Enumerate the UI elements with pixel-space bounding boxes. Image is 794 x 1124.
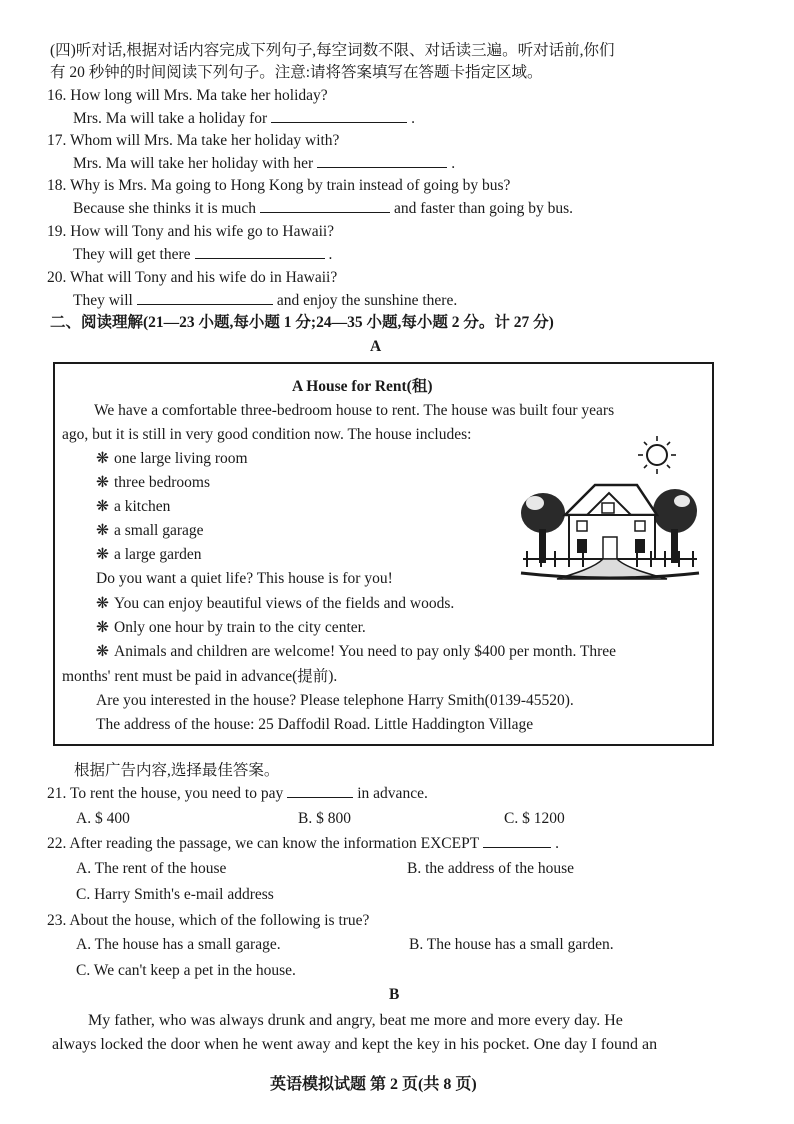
answer-18-blank [260, 198, 390, 213]
part-a-label: A [370, 338, 382, 355]
answer-19-blank [195, 244, 325, 259]
question-18: 18. Why is Mrs. Ma going to Hong Kong by train instead of going by bus? [47, 177, 511, 194]
question-22 [47, 833, 559, 855]
listening-intro-line2: 有 20 秒钟的时间阅读下列句子。注意:请将答案填写在答题卡指定区域。 [50, 64, 543, 81]
ad-room-item [96, 544, 202, 566]
answer-16 [73, 108, 415, 130]
ad-room-item [96, 448, 248, 470]
answer-19-end: . [328, 246, 333, 263]
house-illustration [517, 433, 702, 583]
answer-18 [73, 198, 573, 220]
part-b-line1: My father, who was always drunk and angry, beat me more and more every day. He [88, 1012, 623, 1029]
answer-16-end: . [411, 110, 416, 127]
question-21-stem: 21. To rent the house, you need to pay [47, 785, 284, 802]
question-22-end: . [555, 835, 560, 852]
answer-20-blank [137, 290, 273, 305]
answer-19-text: They will get there [73, 246, 191, 263]
answer-20 [73, 290, 457, 312]
option-21c: C. $ 1200 [504, 810, 565, 827]
option-22b: B. the address of the house [407, 860, 575, 877]
question-19: 19. How will Tony and his wife go to Hawaii? [47, 223, 335, 240]
question-17: 17. Whom will Mrs. Ma take her holiday with? [47, 132, 340, 149]
ad-quiet: Do you want a quiet life? This house is for you! [96, 570, 393, 587]
question-21-blank [287, 783, 353, 798]
reading-instruction: 根据广告内容,选择最佳答案。 [74, 762, 280, 779]
listening-intro-line1: (四)听对话,根据对话内容完成下列句子,每空词数不限、对话读三遍。听对话前,你们 [50, 42, 615, 59]
option-22c: C. Harry Smith's e-mail address [76, 886, 274, 903]
question-23: 23. About the house, which of the following is true? [47, 912, 370, 929]
option-21a: A. $ 400 [76, 810, 130, 827]
ad-animals-line1 [96, 641, 616, 663]
question-22-blank [483, 833, 551, 848]
asterisk-icon: ❋ [96, 595, 109, 612]
option-23a: A. The house has a small garage. [76, 936, 281, 953]
reading-section-title: 二、阅读理解(21—23 小题,每小题 1 分;24—35 小题,每小题 2 分。计 27 分) [50, 314, 554, 331]
ad-p1-line2: ago, but it is still in very good condition now. The house includes: [62, 426, 472, 443]
ad-views-text: You can enjoy beautiful views of the fields and woods. [114, 595, 455, 612]
ad-room-label: a small garage [114, 522, 204, 539]
page-footer: 英语模拟试题 第 2 页(共 8 页) [270, 1076, 477, 1093]
question-22-stem: 22. After reading the passage, we can know the information EXCEPT [47, 835, 480, 852]
ad-room-label: one large living room [114, 450, 248, 467]
answer-18-end: and faster than going by bus. [393, 200, 574, 217]
ad-address: The address of the house: 25 Daffodil Road. Little Haddington Village [96, 716, 534, 733]
ad-p1-line1: We have a comfortable three-bedroom house to rent. The house was built four years [94, 402, 615, 419]
part-b-label: B [389, 986, 400, 1003]
part-b-line2: always locked the door when he went away and kept the key in his pocket. One day I found an [52, 1036, 658, 1053]
question-21 [47, 783, 428, 805]
ad-title: A House for Rent(租) [292, 378, 433, 395]
asterisk-icon: ❋ [96, 474, 109, 491]
answer-17 [73, 153, 455, 175]
asterisk-icon: ❋ [96, 450, 109, 467]
question-20: 20. What will Tony and his wife do in Hawaii? [47, 269, 338, 286]
answer-20-text: They will [73, 292, 133, 309]
ad-room-item [96, 520, 204, 542]
answer-19 [73, 244, 332, 266]
ad-room-label: a kitchen [114, 498, 171, 515]
ad-phone: Are you interested in the house? Please telephone Harry Smith(0139-45520). [96, 692, 574, 709]
asterisk-icon: ❋ [96, 522, 109, 539]
answer-17-text: Mrs. Ma will take her holiday with her [73, 155, 314, 172]
house-icon [565, 485, 657, 559]
asterisk-icon: ❋ [96, 498, 109, 515]
answer-17-blank [317, 153, 447, 168]
answer-16-blank [271, 108, 407, 123]
question-21-end: in advance. [357, 785, 428, 802]
ad-room-label: three bedrooms [114, 474, 210, 491]
answer-17-end: . [451, 155, 456, 172]
tree-right-icon [653, 489, 697, 563]
asterisk-icon: ❋ [96, 643, 109, 660]
ad-train-text: Only one hour by train to the city center. [114, 619, 366, 636]
ad-room-label: a large garden [114, 546, 202, 563]
ad-room-item [96, 472, 210, 494]
ad-animals-line2: months' rent must be paid in advance(提前). [62, 668, 338, 685]
option-21b: B. $ 800 [298, 810, 351, 827]
option-22a: A. The rent of the house [76, 860, 227, 877]
asterisk-icon: ❋ [96, 619, 109, 636]
ad-views [96, 593, 454, 615]
option-23b: B. The house has a small garden. [409, 936, 614, 953]
ad-room-item [96, 496, 170, 518]
ad-train [96, 617, 366, 639]
sun-icon [638, 436, 676, 474]
question-16: 16. How long will Mrs. Ma take her holiday? [47, 87, 328, 104]
ad-animals-text: Animals and children are welcome! You need to pay only $400 per month. Three [114, 643, 617, 660]
answer-18-text: Because she thinks it is much [73, 200, 256, 217]
option-23c: C. We can't keep a pet in the house. [76, 962, 296, 979]
asterisk-icon: ❋ [96, 546, 109, 563]
answer-16-text: Mrs. Ma will take a holiday for [73, 110, 268, 127]
answer-20-end: and enjoy the sunshine there. [276, 292, 458, 309]
